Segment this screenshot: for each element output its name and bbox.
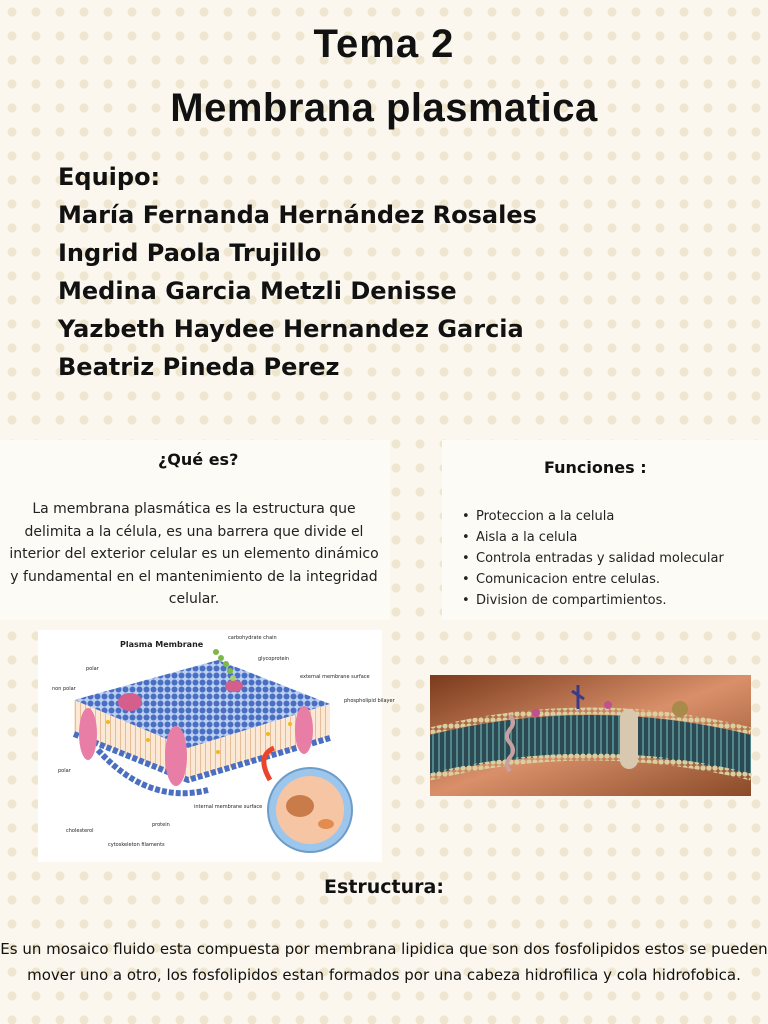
team-heading: Equipo: xyxy=(58,163,161,191)
cell-organelle xyxy=(318,819,334,829)
label-non-polar: non polar xyxy=(52,686,76,692)
list-item: • Division de compartimientos. xyxy=(462,590,724,611)
protein-left xyxy=(79,708,97,760)
team-member: Ingrid Paola Trujillo xyxy=(58,239,322,267)
membrane-render-image xyxy=(430,675,751,796)
protein-center xyxy=(165,726,187,786)
glycoprotein-bump xyxy=(118,693,142,711)
label-polar-top: polar xyxy=(86,666,99,672)
protein-right xyxy=(295,706,313,754)
estructura-text: Es un mosaico fluido esta compuesta por membrana lipidica que son dos fosfolipidos estos se pueden mover uno a otro, los fosfolipidos estan formados por una cabeza hidrofilica y cola hidrofobica. xyxy=(0,940,768,984)
surface-dot xyxy=(604,701,612,709)
funciones-list xyxy=(462,506,724,611)
peripheral-protein xyxy=(672,701,688,717)
team-member: María Fernanda Hernández Rosales xyxy=(58,201,537,229)
membrane-render xyxy=(430,675,751,796)
label-external-surface: external membrane surface xyxy=(300,674,370,680)
label-carbohydrate: carbohydrate chain xyxy=(228,635,277,641)
plasma-membrane-illustration xyxy=(38,630,395,862)
list-item: • Comunicacion entre celulas. xyxy=(462,569,724,590)
team-member: Yazbeth Haydee Hernandez Garcia xyxy=(58,315,524,343)
label-protein: protein xyxy=(152,822,170,828)
plasma-membrane-diagram xyxy=(38,630,395,862)
label-polar-bottom: polar xyxy=(58,768,71,774)
glycoprotein-bump-2 xyxy=(225,680,243,692)
list-item: • Aisla a la celula xyxy=(462,527,724,548)
estructura-title: Estructura: xyxy=(324,876,444,898)
team-section xyxy=(58,158,537,386)
channel-protein xyxy=(620,709,638,769)
list-item: • Proteccion a la celula xyxy=(462,506,724,527)
label-cytoskeleton: cytoskeleton filaments xyxy=(108,842,165,848)
team-member: Medina Garcia Metzli Denisse xyxy=(58,277,457,305)
diagram-title: Plasma Membrane xyxy=(120,640,204,649)
label-internal-surface: internal membrane surface xyxy=(194,804,263,810)
team-member: Beatriz Pineda Perez xyxy=(58,353,340,381)
list-item: • Controla entradas y salidad molecular xyxy=(462,548,724,569)
cell-nucleus xyxy=(286,795,314,817)
label-cholesterol: cholesterol xyxy=(66,828,94,834)
title-line-1: Tema 2 xyxy=(313,22,455,66)
label-glycoprotein: glycoprotein xyxy=(258,656,290,662)
que-es-title: ¿Qué es? xyxy=(158,450,239,469)
que-es-text: La membrana plasmática es la estructura que delimita a la célula, es una barrera que divide el interior del exterior celular es un elemento dinámico y fundamental en el mantenimiento de la integridad celular. xyxy=(9,501,379,607)
funciones-title: Funciones : xyxy=(544,458,647,477)
label-bilayer: phospholipid bilayer xyxy=(344,698,395,704)
surface-dot xyxy=(532,709,540,717)
title-line-2: Membrana plasmatica xyxy=(170,86,598,130)
